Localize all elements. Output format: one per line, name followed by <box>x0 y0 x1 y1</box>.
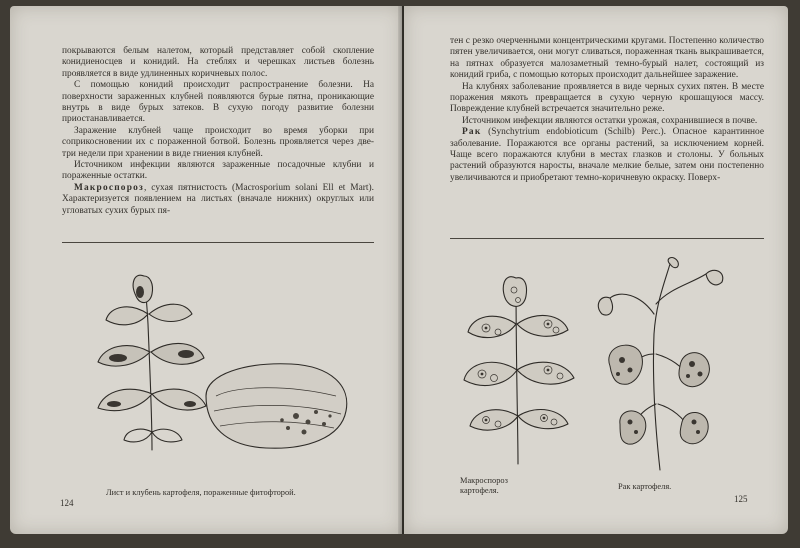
paragraph-canker <box>450 127 764 184</box>
paragraph: Источником инфекции являются зараженные посадочные клубни и пораженные остатки. <box>62 160 374 182</box>
right-page <box>404 6 788 534</box>
figure-caption: Лист и клубень картофеля, пораженные фитофторой. <box>106 488 296 497</box>
section-divider <box>450 238 764 239</box>
term-canker: Рак <box>462 127 482 138</box>
paragraph: Заражение клубней чаще происходит во время уборки при соприкосновении их с пораженной ботвой. Болезнь проявляется через две-три недели при хранении в виде гниения клубней. <box>62 125 374 159</box>
section-divider <box>62 242 374 243</box>
paragraph-rest: (Synchytrium endobioticum (Schilb) Perc.). Опасное карантинное заболевание. Поражаются все органы растений, за исключением корней. Чаще всего поражаются клубни в местах глазков и столоны. У больных растений образуются наросты, вначале мелкие белые, затем они постепенно увеличиваются и приобретают темно-коричневую окраску. Поверх- <box>450 127 764 183</box>
paragraph-macrosporosis <box>62 183 374 217</box>
potato-tuber-illustration <box>196 356 356 456</box>
figure-caption-canker: Рак картофеля. <box>618 482 672 491</box>
paragraph-rest: , сухая пятнистость (Macrosporium solani Ell et Mart). Характеризуется появлением на листьях (вначале нижних) округлых или угловатых сухих бурых пя- <box>62 182 374 216</box>
page-number: 125 <box>734 494 748 504</box>
paragraph: покрываются белым налетом, который представляет собой скопление конидиеносцев и конидий. На стеблях и черешках листьев болезнь проявляется в виде удлиненных коричневых полос. <box>62 46 374 79</box>
term-macrosporosis: Макроспороз <box>74 182 144 193</box>
paragraph: С помощью конидий происходит распространение болезни. На поверхности зараженных клубней появляются бурые пятна, проникающие внутрь в виде бурых затеков. В сухую погоду развитие болезни приостанавливается. <box>62 80 374 125</box>
right-page-text <box>450 36 764 184</box>
paragraph: На клубнях заболевание проявляется в виде черных сухих пятен. В месте поражения мякоть превращается в сухую черную крошащуюся массу. Повреждение клубней встречается значительно реже. <box>450 81 764 115</box>
macrosporosis-leaf-illustration <box>456 258 586 468</box>
paragraph: Источником инфекции являются остатки урожая, сохранившиеся в почве. <box>462 115 758 126</box>
left-page-text <box>62 46 374 217</box>
figure-caption-macrosporosis: Макроспороз картофеля. <box>460 476 508 495</box>
left-page <box>10 6 402 534</box>
paragraph: тен с резко очерченными концентрическими кругами. Постепенно количество пятен увеличивается, они могут сливаться, пораженная ткань выкрашивается, на пятнах образуется малозаметный темно-бурый налет, состоящий из конидий гриба, с помощью которых происходит дальнейшее заражение. <box>450 36 764 81</box>
page-number: 124 <box>60 498 74 508</box>
potato-canker-illustration <box>590 254 740 474</box>
